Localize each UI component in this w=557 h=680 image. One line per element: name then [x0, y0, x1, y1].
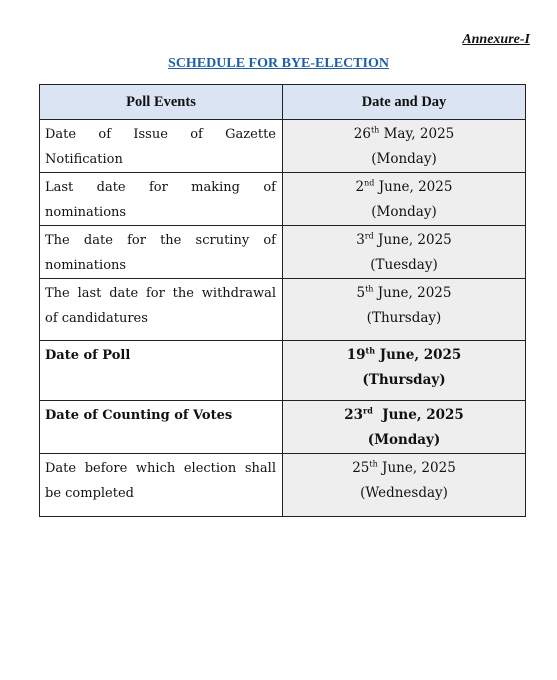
poll-event-line — [45, 122, 276, 147]
date-day-number: 23 — [344, 407, 363, 423]
poll-event-word: withdrawal — [201, 286, 276, 301]
date-text — [283, 281, 525, 306]
date-cell — [283, 454, 526, 517]
table-row — [40, 226, 526, 279]
poll-event-line: of candidatures — [45, 311, 148, 326]
date-month-year: June, 2025 — [375, 347, 462, 363]
poll-event-cell — [40, 401, 283, 454]
date-day-number: 26 — [353, 126, 371, 142]
schedule-table — [39, 84, 526, 517]
weekday-text: (Monday) — [371, 151, 437, 167]
column-header-poll-events: Poll Events — [40, 85, 283, 120]
date-ordinal-suffix: rd — [363, 405, 373, 416]
poll-event-line — [45, 456, 276, 481]
date-text — [283, 228, 525, 253]
date-text — [283, 343, 525, 368]
poll-event-word: The — [45, 286, 70, 301]
annexure-label: Annexure-I — [462, 32, 530, 47]
weekday-text: (Thursday) — [366, 310, 442, 326]
date-cell — [283, 401, 526, 454]
poll-event-text: Date of Counting of Votes — [45, 408, 233, 423]
poll-event-word: Date — [45, 461, 77, 476]
date-text — [283, 122, 525, 147]
date-month-year: June, 2025 — [372, 407, 464, 423]
date-day-number: 2 — [355, 179, 365, 195]
poll-event-word: Date — [45, 127, 77, 142]
poll-event-line: nominations — [45, 258, 127, 273]
poll-event-word: election — [183, 461, 237, 476]
date-month-year: June, 2025 — [374, 179, 453, 195]
poll-event-cell — [40, 341, 283, 401]
poll-event-word: for — [146, 286, 165, 301]
table-row — [40, 341, 526, 401]
poll-event-line — [45, 228, 276, 253]
date-cell — [283, 341, 526, 401]
date-text — [283, 403, 525, 428]
poll-event-word: the — [160, 233, 182, 248]
date-ordinal-suffix: nd — [364, 178, 375, 188]
date-cell — [283, 173, 526, 226]
column-header-date-and-day: Date and Day — [283, 85, 526, 120]
weekday-text: (Tuesday) — [370, 257, 438, 273]
poll-event-word: the — [172, 286, 194, 301]
date-month-year: May, 2025 — [379, 126, 455, 142]
poll-event-word: for — [148, 180, 168, 195]
poll-event-word: Last — [45, 180, 74, 195]
table-row — [40, 279, 526, 341]
poll-event-word: last — [77, 286, 102, 301]
table-row — [40, 454, 526, 517]
poll-event-word: date — [109, 286, 139, 301]
weekday-text: (Monday) — [367, 432, 441, 448]
poll-event-word: of — [190, 127, 203, 142]
date-month-year: June, 2025 — [373, 285, 452, 301]
poll-event-word: of — [263, 233, 276, 248]
table-row — [40, 120, 526, 173]
date-day-number: 19 — [346, 347, 366, 363]
poll-event-word: which — [135, 461, 176, 476]
poll-event-line — [45, 281, 276, 306]
poll-event-word: making — [191, 180, 240, 195]
poll-event-line — [45, 175, 276, 200]
date-ordinal-suffix: rd — [364, 231, 374, 241]
poll-event-word: shall — [244, 461, 276, 476]
date-month-year: June, 2025 — [373, 232, 452, 248]
poll-event-cell — [40, 226, 283, 279]
date-text — [283, 175, 525, 200]
page-title: SCHEDULE FOR BYE-ELECTION — [168, 56, 389, 71]
poll-event-cell — [40, 173, 283, 226]
date-cell — [283, 120, 526, 173]
poll-event-word: The — [45, 233, 70, 248]
poll-event-word: date — [96, 180, 126, 195]
date-day-number: 5 — [356, 285, 366, 301]
poll-event-word: date — [83, 233, 113, 248]
table-row — [40, 173, 526, 226]
poll-event-cell — [40, 279, 283, 341]
date-ordinal-suffix: th — [365, 284, 374, 294]
poll-event-word: Gazette — [225, 127, 276, 142]
poll-event-line: nominations — [45, 205, 127, 220]
table-row — [40, 401, 526, 454]
poll-event-word: of — [98, 127, 112, 142]
date-text — [283, 456, 525, 481]
date-ordinal-suffix: th — [365, 345, 376, 356]
date-day-number: 3 — [356, 232, 365, 248]
weekday-text: (Thursday) — [362, 372, 446, 388]
weekday-text: (Monday) — [371, 204, 437, 220]
poll-event-line: Notification — [45, 152, 123, 167]
poll-event-cell — [40, 454, 283, 517]
date-ordinal-suffix: th — [369, 459, 378, 469]
weekday-text: (Wednesday) — [360, 485, 448, 501]
poll-event-word: before — [84, 461, 128, 476]
poll-event-line: be completed — [45, 486, 134, 501]
poll-event-word: scrutiny — [195, 233, 250, 248]
poll-event-cell — [40, 120, 283, 173]
date-day-number: 25 — [352, 460, 370, 476]
date-month-year: June, 2025 — [377, 460, 456, 476]
date-cell — [283, 226, 526, 279]
date-ordinal-suffix: th — [370, 125, 380, 135]
poll-event-text: Date of Poll — [45, 348, 131, 363]
poll-event-word: Issue — [133, 127, 168, 142]
table-header-row — [40, 85, 526, 120]
date-cell — [283, 279, 526, 341]
poll-event-word: for — [127, 233, 146, 248]
poll-event-word: of — [263, 180, 276, 195]
